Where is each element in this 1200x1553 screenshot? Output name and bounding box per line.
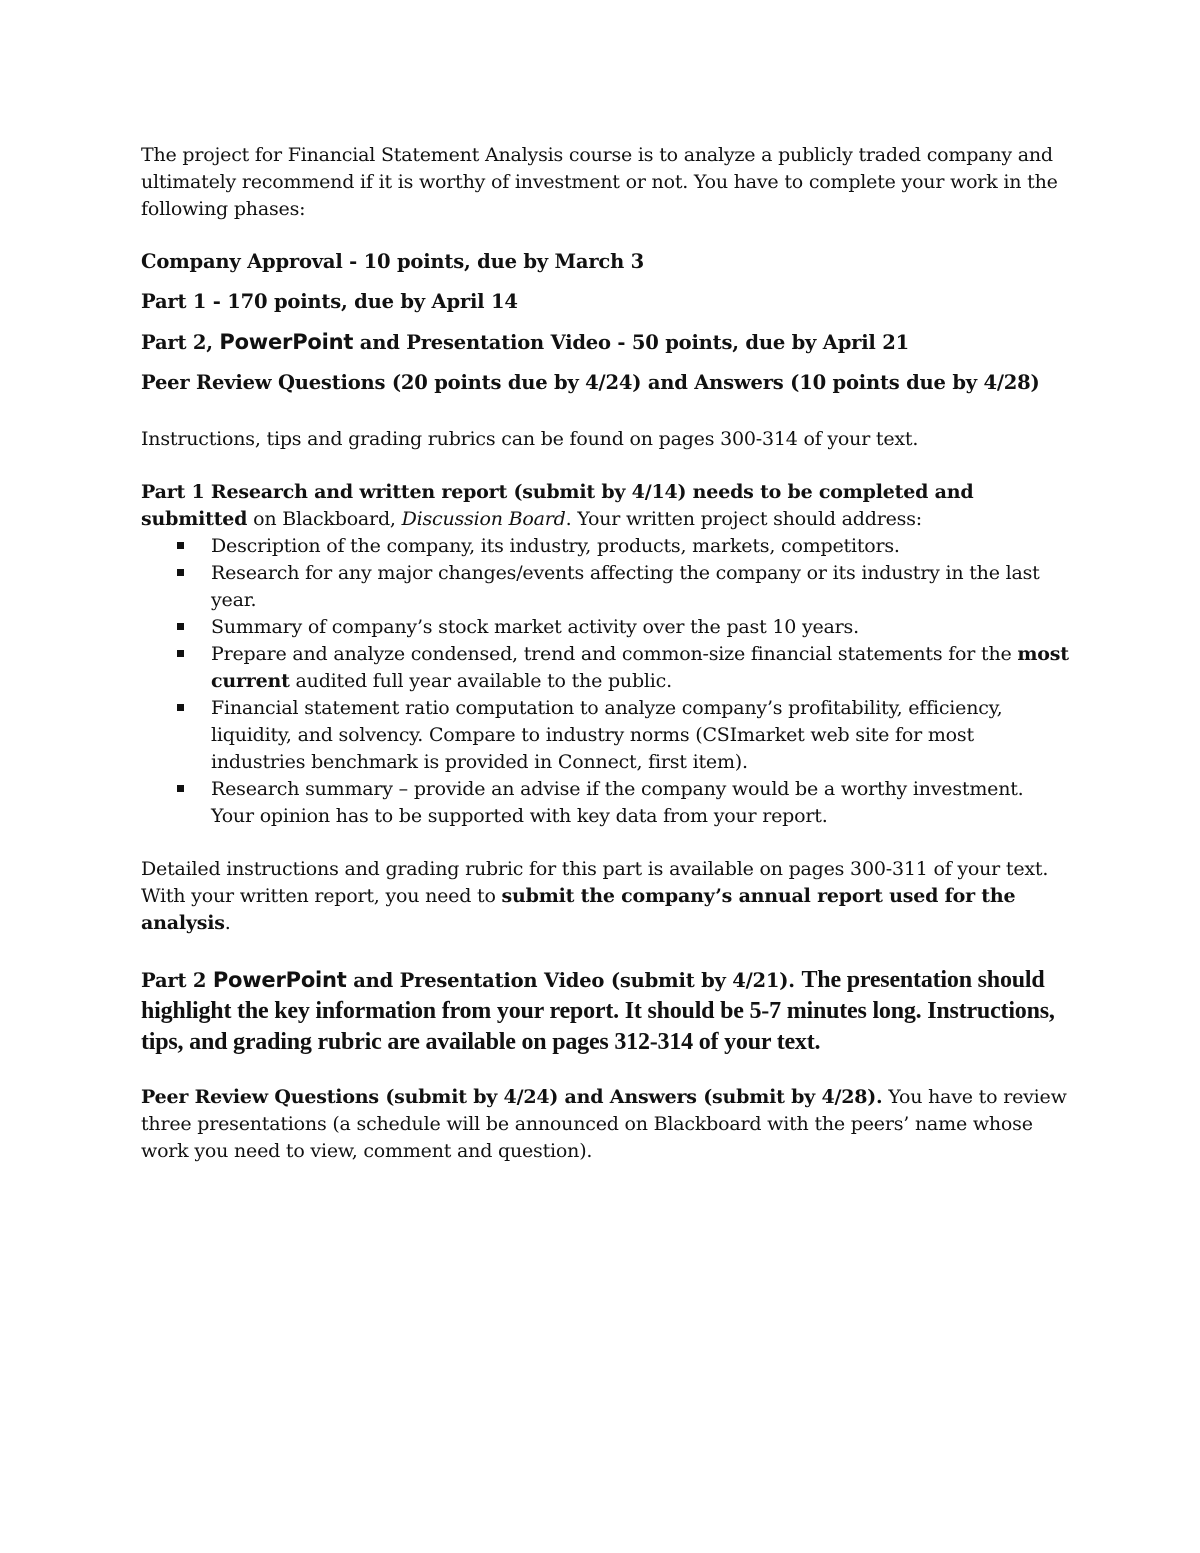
square-bullet-icon <box>177 542 184 549</box>
list-item <box>141 614 1071 641</box>
square-bullet-icon <box>177 623 184 630</box>
phase-part2-powerpoint: PowerPoint <box>219 330 354 354</box>
square-bullet-icon <box>177 569 184 576</box>
part1-section <box>141 479 1071 830</box>
square-bullet-icon <box>177 650 184 657</box>
peer-review-heading: Peer Review Questions (submit by 4/24) and Answers (submit by 4/28). <box>141 1086 883 1108</box>
bullet-text: Research for any major changes/events affecting the company or its industry in the last year. <box>211 562 1040 611</box>
bullet-text: Description of the company, its industry, products, markets, competitors. <box>211 535 900 557</box>
list-item <box>141 776 1071 830</box>
document-page <box>141 142 1071 1165</box>
phase-company-approval: Company Approval - 10 points, due by March 3 <box>141 250 645 273</box>
list-item <box>141 641 1071 695</box>
square-bullet-icon <box>177 785 184 792</box>
bullet-text: Research summary – provide an advise if the company would be a worthy investment. Your opinion has to be supported with key data from your report. <box>211 778 1024 827</box>
list-item <box>141 533 1071 560</box>
peer-review-section <box>141 1084 1071 1165</box>
list-item <box>141 695 1071 776</box>
instructions-note: Instructions, tips and grading rubrics can be found on pages 300-314 of your text. <box>141 428 919 450</box>
part1-lead <box>141 479 1071 533</box>
intro-paragraph: The project for Financial Statement Analysis course is to analyze a publicly traded company and ultimately recommend if it is worthy of investment or not. You have to complete your work in the following phases: <box>141 144 1058 220</box>
part1-bullet-list <box>141 533 1071 830</box>
list-item <box>141 560 1071 614</box>
part2-powerpoint: PowerPoint <box>212 968 347 992</box>
bullet-text: Prepare and analyze condensed, trend and common-size financial statements for the <box>211 643 1018 665</box>
detailed-text: Detailed instructions and grading rubric for this part is available on pages 300-311 of your text. With your written report, you need to <box>141 858 1049 907</box>
part2-prefix: Part 2 <box>141 969 213 992</box>
part2-mid: and Presentation Video (submit by 4/21). <box>346 969 802 992</box>
phase-part1: Part 1 - 170 points, due by April 14 <box>141 290 518 313</box>
part2-section <box>141 965 1071 1058</box>
part2-big-text: The presentation should highlight the key information from your report. It should be 5-7 minutes long. Instructions, tips, and grading rubric are available on pages 312-314 of your text. <box>141 967 1055 1055</box>
discussion-board-text: Discussion Board <box>401 508 566 530</box>
square-bullet-icon <box>177 704 184 711</box>
bullet-text: audited full year available to the public. <box>289 670 672 692</box>
phase-part2 <box>141 329 1071 356</box>
part1-lead-suffix: . Your written project should address: <box>565 508 922 530</box>
part1-heading: Part 1 Research and written report (submit by 4/14) needs to be completed and submitted <box>141 481 974 530</box>
bullet-bold-text: most current <box>211 643 1069 692</box>
bullet-text: Summary of company’s stock market activity over the past 10 years. <box>211 616 859 638</box>
phase-peer-review: Peer Review Questions (20 points due by 4/24) and Answers (10 points due by 4/28) <box>141 371 1040 394</box>
detailed-instructions <box>141 856 1071 937</box>
peer-review-text: You have to review three presentations (a schedule will be announced on Blackboard with the peers’ name whose work you need to view, comment and question). <box>141 1086 1067 1162</box>
bullet-text: Financial statement ratio computation to analyze company’s profitability, efficiency, liquidity, and solvency. Compare to industry norms (CSImarket web site for most industries benchmark is provided in Connect, first item). <box>211 697 1003 773</box>
phase-part2-suffix: and Presentation Video - 50 points, due by April 21 <box>353 331 909 354</box>
phase-part2-prefix: Part 2, <box>141 331 220 354</box>
detailed-suffix: . <box>224 912 231 934</box>
detailed-bold-text: submit the company’s annual report used for the analysis <box>141 885 1016 934</box>
part1-lead-prefix: on Blackboard, <box>247 508 402 530</box>
